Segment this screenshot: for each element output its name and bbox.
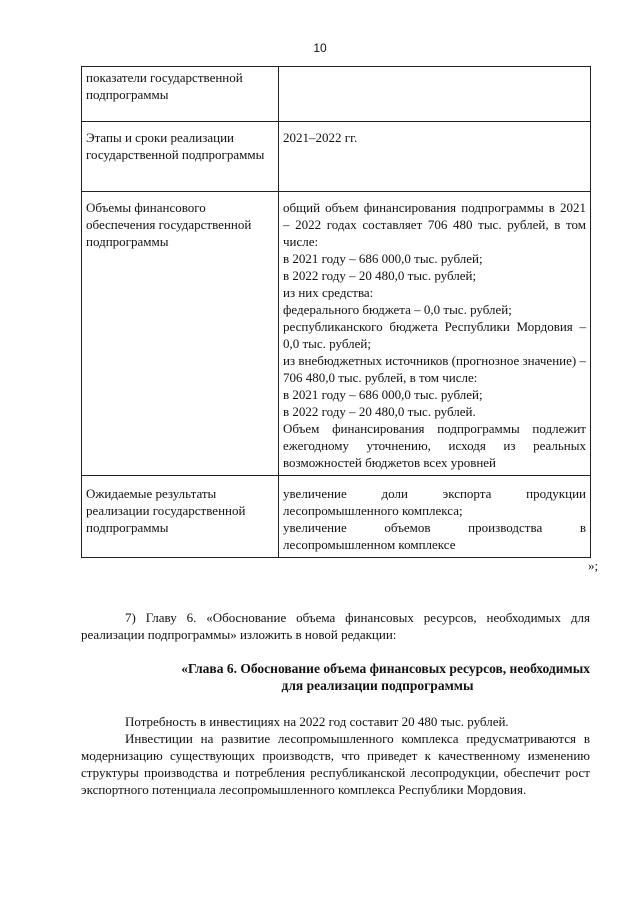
value-line: в 2022 году – 20 480,0 тыс. рублей. (283, 404, 476, 419)
amendment-text: 7) Главу 6. «Обоснование объема финансовых ресурсов, необходимых для реализации подпрограммы» изложить в новой редакции: (81, 610, 590, 642)
value-line: из них средства: (283, 285, 374, 300)
chapter-heading-line2: для реализации подпрограммы (281, 678, 474, 693)
table-row (82, 122, 591, 192)
row-label: Этапы и сроки реализации государственной подпрограммы (82, 122, 279, 192)
row-label: показатели государственной подпрограммы (82, 67, 279, 122)
value-line: увеличение объемов производства в лесопромышленном комплексе (283, 520, 586, 552)
row-value (279, 67, 591, 122)
table-row (82, 476, 591, 558)
amendment-paragraph (81, 609, 590, 643)
row-value (279, 476, 591, 558)
value-line: республиканского бюджета Республики Мордовия – 0,0 тыс. рублей; (283, 319, 586, 351)
row-value (279, 122, 591, 192)
row-label: Объемы финансового обеспечения государственной подпрограммы (82, 192, 279, 476)
value-line: Объем финансирования подпрограммы подлежит ежегодному уточнению, исходя из реальных возможностей бюджетов всех уровней (283, 421, 586, 470)
closing-quote-mark: »; (588, 558, 599, 573)
value-line: в 2021 году – 686 000,0 тыс. рублей; (283, 387, 483, 402)
table-row (82, 192, 591, 476)
body-paragraphs (81, 713, 590, 798)
row-label: Ожидаемые результаты реализации государственной подпрограммы (82, 476, 279, 558)
row-value (279, 192, 591, 476)
value-line: в 2021 году – 686 000,0 тыс. рублей; (283, 251, 483, 266)
paragraph: Потребность в инвестициях на 2022 год составит 20 480 тыс. рублей. (125, 714, 509, 729)
value-line: федерального бюджета – 0,0 тыс. рублей; (283, 302, 512, 317)
value-line: общий объем финансирования подпрограммы в 2021 – 2022 годах составляет 706 480 тыс. рублей, в том числе: (283, 200, 586, 249)
table-row (82, 67, 591, 122)
paragraph: Инвестиции на развитие лесопромышленного комплекса предусматриваются в модернизацию существующих производств, что приведет к качественному изменению структуры производства и потребления республиканской лесопродукции, обеспечит рост экспортного потенциала лесопромышленного комплекса Республики Мордовия. (81, 731, 590, 797)
chapter-heading (81, 660, 590, 694)
value-line: в 2022 году – 20 480,0 тыс. рублей; (283, 268, 477, 283)
value-line: 2021–2022 гг. (283, 130, 358, 145)
page-number: 10 (313, 41, 327, 55)
chapter-heading-line1: «Глава 6. Обоснование объема финансовых ресурсов, необходимых (181, 661, 590, 676)
value-line: увеличение доли экспорта продукции лесопромышленного комплекса; (283, 486, 586, 518)
value-line: из внебюджетных источников (прогнозное значение) – 706 480,0 тыс. рублей, в том числе: (283, 353, 586, 385)
passport-table (81, 66, 591, 558)
